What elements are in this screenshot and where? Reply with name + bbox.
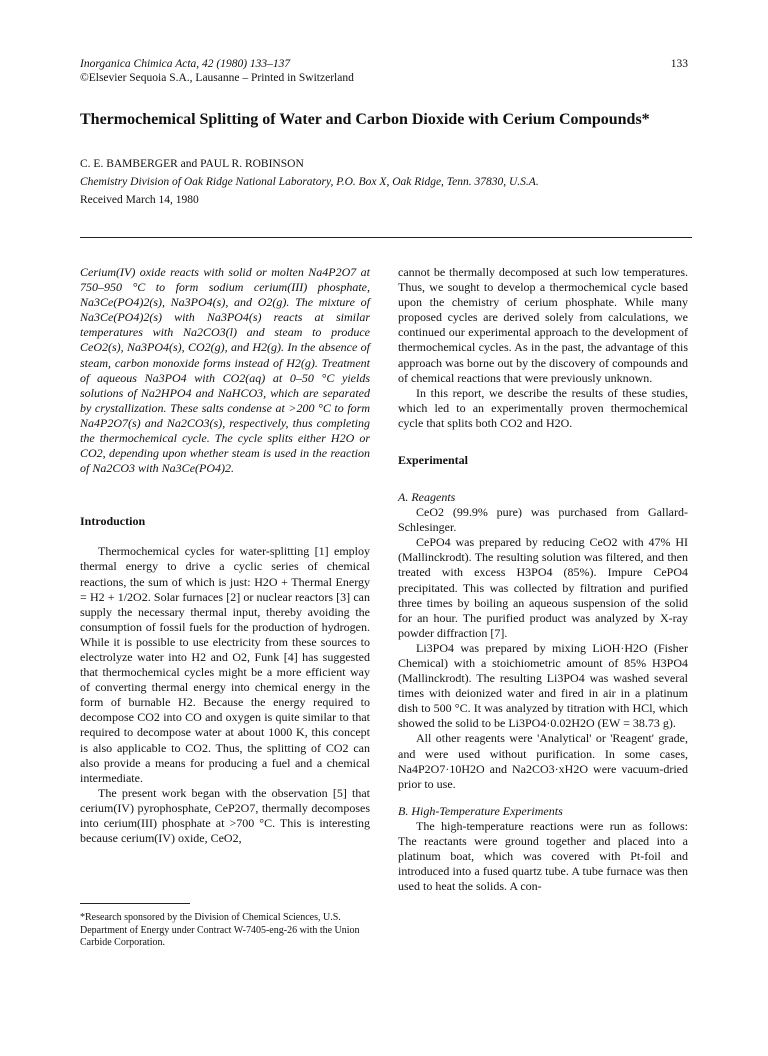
reagents-paragraph-2: CePO4 was prepared by reducing CeO2 with 47% HI (Mallinckrodt). The resulting solution was filtered, and then treated with excess H3PO4 (85%). Impure CePO4 precipitated. This was collected by filtration and purified three times by boiling an aqueous suspension of the solid for an hour. The purified product was analyzed by X-ray powder diffraction [7]. bbox=[398, 535, 688, 640]
introduction-paragraph-1: Thermochemical cycles for water-splitting [1] employ thermal energy to drive a cyclic series of chemical reactions, the sum of which is just: H2O + Thermal Energy = H2 + 1/2O2. Solar furnaces [2] or nuclear reactors [3] can supply the necessary thermal input, thereby avoiding the consumption of fossil fuels for the production of hydrogen. While it is possible to use electricity from these sources to electrolyze water into H2 and O2, Funk [4] has suggested that thermochemical cycles might be a more efficient way of converting thermal energy into chemical energy in the form of burnable H2. Because the energy required to decompose CO2 into CO and oxygen is quite similar to that required to decompose water at about 1000 K, this concept is also applicable to CO2. Thus, the splitting of CO2 can also provide a means for producing a fuel and a chemical intermediate. bbox=[80, 544, 370, 785]
running-header bbox=[80, 57, 688, 85]
introduction-paragraph-2-continued: cannot be thermally decomposed at such low temperatures. Thus, we sought to develop a thermochemical cycle based upon the chemistry of cerium phosphate. While many proposed cycles are derived solely from calculations, we continued our experimental approach to the development of thermochemical cycles. As in the past, the advantage of this approach was borne out by the discovery of compounds and of chemical reactions that were previously unknown. bbox=[398, 265, 688, 385]
footnote-text: *Research sponsored by the Division of Chemical Sciences, U.S. Department of Energy under Contract W-7405-eng-26 with the Union Carbide Corporation. bbox=[80, 912, 360, 948]
footnote-rule bbox=[80, 903, 190, 904]
author-names: C. E. BAMBERGER and PAUL R. ROBINSON bbox=[80, 158, 304, 170]
affiliation: Chemistry Division of Oak Ridge National Laboratory, P.O. Box X, Oak Ridge, Tenn. 37830, U.S.A. bbox=[80, 176, 539, 188]
header-rule bbox=[80, 237, 692, 238]
experimental-heading: Experimental bbox=[398, 453, 468, 468]
introduction-paragraph-3: In this report, we describe the results of these studies, which led to an experimentally proven thermochemical cycle that splits both CO2 and H2O. bbox=[398, 385, 688, 430]
abstract: Cerium(IV) oxide reacts with solid or molten Na4P2O7 at 750–950 °C to form sodium cerium(III) phosphate, Na3Ce(PO4)2(s), Na3PO4(s), and O2(g). The mixture of Na3Ce(PO4)2(s) with Na3PO4(s) reacts at similar temperatures with Na2CO3(l) and steam to produce CeO2(s), Na3PO4(s), CO2(g), and H2(g). In the absence of steam, carbon monoxide forms instead of H2(g). Treatment of aqueous Na3PO4 with CO2(aq) at 0–50 °C yields solutions of Na2HPO4 and NaHCO3, which are separated by crystallization. These salts condense at >200 °C to form Na4P2O7(s) and Na2CO3(s), respectively, thus completing the thermochemical cycle. The cycle splits either H2O or CO2, depending upon whether steam is used in the reaction of Na2CO3 with Na3Ce(PO4)2. bbox=[80, 265, 370, 476]
right-column bbox=[398, 265, 688, 894]
publisher-line: ©Elsevier Sequoia S.A., Lausanne – Printed in Switzerland bbox=[80, 72, 354, 84]
reagents-heading: A. Reagents bbox=[398, 490, 456, 505]
journal-citation: Inorganica Chimica Acta, 42 (1980) 133–137 bbox=[80, 58, 291, 70]
author-block bbox=[80, 155, 539, 209]
paper-title: Thermochemical Splitting of Water and Carbon Dioxide with Cerium Compounds* bbox=[80, 111, 650, 128]
reagents-paragraph-4: All other reagents were 'Analytical' or 'Reagent' grade, and were used without purification. In some cases, Na4P2O7·10H2O and Na2CO3·xH2O were vacuum-dried prior to use. bbox=[398, 731, 688, 791]
reagents-paragraph-3: Li3PO4 was prepared by mixing LiOH·H2O (Fisher Chemical) with a stoichiometric amount of 85% H3PO4 (Mallinckrodt). The resulting Li3PO4 was washed several times with deionized water and fired in air in a platinum dish to 500 °C. It was analyzed by titration with HCl, which showed the solid to be Li3PO4·0.02H2O (EW = 38.73 g). bbox=[398, 640, 688, 731]
left-column bbox=[80, 265, 370, 846]
received-date: Received March 14, 1980 bbox=[80, 194, 199, 206]
high-temperature-heading: B. High-Temperature Experiments bbox=[398, 803, 563, 818]
introduction-heading: Introduction bbox=[80, 514, 146, 529]
introduction-paragraph-2: The present work began with the observation [5] that cerium(IV) pyrophosphate, CeP2O7, thermally decomposes into cerium(III) phosphate at >700 °C. This is interesting because cerium(IV) oxide, CeO2, bbox=[80, 785, 370, 846]
page-number: 133 bbox=[670, 58, 688, 70]
reagents-paragraph-1: CeO2 (99.9% pure) was purchased from Gallard-Schlesinger. bbox=[398, 505, 688, 535]
footnote bbox=[80, 903, 370, 950]
high-temperature-paragraph-1: The high-temperature reactions were run as follows: The reactants were ground together and placed into a platinum boat, which was covered with Pt-foil and introduced into a fused quartz tube. A tube furnace was then used to heat the solids. A con- bbox=[398, 818, 688, 894]
